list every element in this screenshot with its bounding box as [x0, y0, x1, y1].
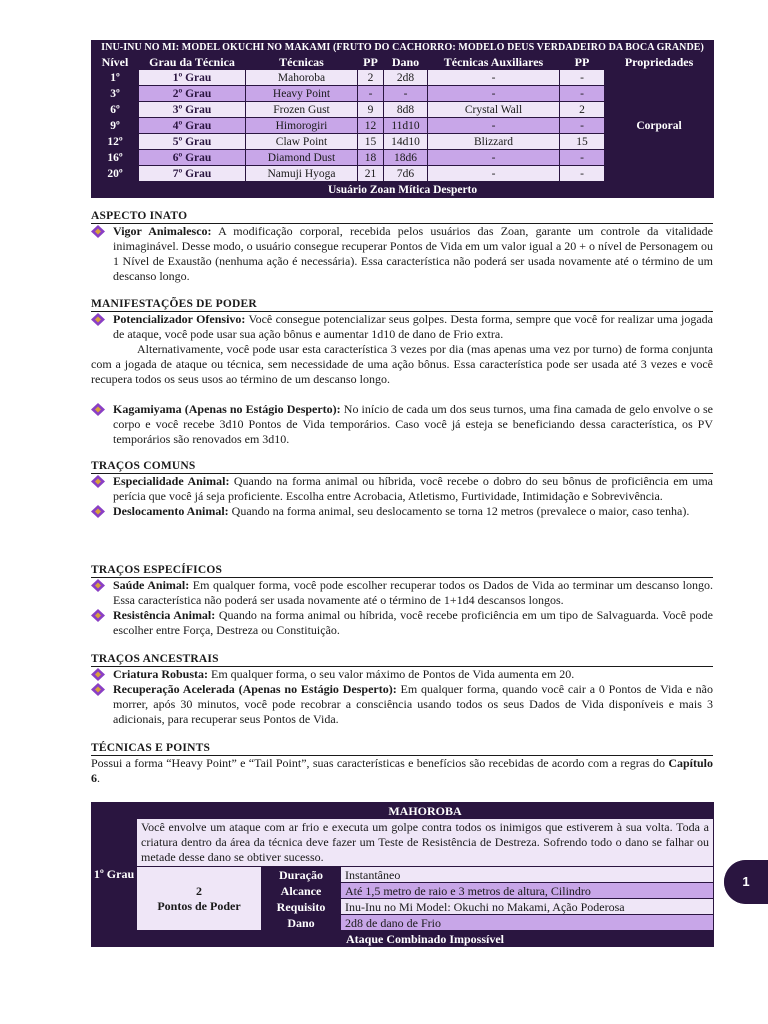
section-tracos-especificos [91, 564, 713, 638]
technique-description: Você envolve um ataque com ar frio e executa um golpe contra todos os inimigos que estiverem à sua volta. Toda a criatura dentro da área da técnica deve fazer um Teste de Resistência de Destreza. Sofrendo todo o dano se falhar ou metade desse dano se obtiver sucesso. [137, 819, 714, 867]
purple-diamond-bullet-icon [91, 609, 105, 622]
list-item [91, 474, 713, 504]
purple-diamond-bullet-icon [91, 225, 105, 238]
row-value: Até 1,5 metro de raio e 3 metros de altura, Cilindro [341, 883, 714, 899]
cell-aux: - [428, 118, 560, 134]
item-name: Potencializador Ofensivo: [113, 312, 246, 326]
cell-grau: 7º Grau [139, 166, 246, 182]
purple-diamond-bullet-icon [91, 505, 105, 518]
cell-aux-pp: - [560, 70, 605, 86]
cell-pp: 9 [358, 102, 384, 118]
table-footer: Usuário Zoan Mítica Desperto [92, 182, 714, 198]
header-aux: Técnicas Auxiliares [428, 54, 560, 70]
text: Possui a forma “Heavy Point” e “Tail Point”, suas características e benefícios são recebidas de acordo com a regras do [91, 756, 669, 770]
technique-card [91, 802, 713, 947]
row-value: Inu-Inu no Mi Model: Okuchi no Makami, Ação Poderosa [341, 899, 714, 915]
list-item [91, 682, 713, 727]
cell-pp: 21 [358, 166, 384, 182]
cell-tecnica: Claw Point [246, 134, 358, 150]
cell-pp: 15 [358, 134, 384, 150]
header-nivel: Nível [92, 54, 139, 70]
cell-dano: 14d10 [384, 134, 428, 150]
cell-dano: 18d6 [384, 150, 428, 166]
cell-pp: 12 [358, 118, 384, 134]
cell-aux-pp: 15 [560, 134, 605, 150]
item-text: Em qualquer forma, o seu valor máximo de Pontos de Vida aumenta em 20. [208, 667, 575, 681]
item-text: Você consegue potencializar seus golpes. Desta forma, sempre que você for realizar uma jogada de ataque, você pode usar sua ação bônus e aumentar 1d10 de dano de Frio extra. [113, 312, 714, 341]
technique-footer: Ataque Combinado Impossível [137, 931, 714, 947]
cell-aux: - [428, 150, 560, 166]
item-text: A modificação corporal, recebida pelos usuários das Zoan, garante um controle da vitalidade inimaginável. Desse modo, o usuário consegue recuperar Pontos de Vida em um valor igual a 20 + o nível de Personagem ou 1 Nível de Exaustão (nenhuma ação é necessária). Essa característica não poderá ser usada novamente até o término de um descanso longo. [113, 224, 714, 283]
list-item [91, 504, 713, 519]
item-name: Resistência Animal: [113, 608, 216, 622]
purple-diamond-bullet-icon [91, 475, 105, 488]
technique-grau: 1º Grau [92, 803, 137, 947]
section-title: TÉCNICAS E POINTS [91, 742, 713, 756]
header-pp: PP [358, 54, 384, 70]
cell-dano: 7d6 [384, 166, 428, 182]
list-item [91, 402, 713, 447]
row-value: 2d8 de dano de Frio [341, 915, 714, 931]
item-text: Quando na forma animal ou híbrida, você recebe o dobro do seu bônus de proficiência em uma perícia que você já seja proficiente. Escolha entre Acrobacia, Atletismo, Furtividade, Intimidação e Sobrevivência. [113, 474, 713, 503]
cell-aux-pp: - [560, 118, 605, 134]
cell-dano: 11d10 [384, 118, 428, 134]
section-title: TRAÇOS ANCESTRAIS [91, 653, 713, 667]
page-number: 1 [724, 860, 768, 904]
list-item [91, 312, 713, 342]
purple-diamond-bullet-icon [91, 403, 105, 416]
header-propriedades: Propriedades [605, 54, 714, 70]
cell-tecnica: Himorogiri [246, 118, 358, 134]
header-grau: Grau da Técnica [139, 54, 246, 70]
item-text: No início de cada um dos seus turnos, uma fina camada de gelo envolve o se corpo e você recebe 3d10 Pontos de Vida temporários. Caso você já esteja se beneficiando dessa característica, os PV temporários são renovados em 3d10. [113, 402, 713, 446]
item-text: Quando na forma animal, seu deslocamento se torna 12 metros (prevalece o maior, caso tenha). [228, 504, 690, 518]
header-aux-pp: PP [560, 54, 605, 70]
item-text: Quando na forma animal ou híbrida, você recebe proficiência em um tipo de Salvaguarda. Você pode escolher entre Força, Destreza ou Constituição. [113, 608, 713, 637]
section-title: ASPECTO INATO [91, 210, 713, 224]
item-name: Vigor Animalesco: [113, 224, 212, 238]
table-row [92, 70, 714, 86]
cell-grau: 4º Grau [139, 118, 246, 134]
item-name: Saúde Animal: [113, 578, 190, 592]
item-name: Deslocamento Animal: [113, 504, 229, 518]
cell-tecnica: Heavy Point [246, 86, 358, 102]
cell-tecnica: Namuji Hyoga [246, 166, 358, 182]
section-tecnicas-points [91, 742, 713, 786]
technique-pp [137, 867, 262, 931]
section-title: MANIFESTAÇÕES DE PODER [91, 298, 713, 312]
pp-value: 2 [196, 883, 202, 898]
cell-nivel: 9º [92, 118, 139, 134]
section-title: TRAÇOS COMUNS [91, 460, 713, 474]
cell-nivel: 6º [92, 102, 139, 118]
section-title: TRAÇOS ESPECÍFICOS [91, 564, 713, 578]
technique-stats-table [91, 40, 714, 198]
cell-aux-pp: - [560, 166, 605, 182]
purple-diamond-bullet-icon [91, 313, 105, 326]
row-label: Requisito [262, 899, 341, 915]
item-name: Especialidade Animal: [113, 474, 230, 488]
cell-pp: - [358, 86, 384, 102]
cell-grau: 3º Grau [139, 102, 246, 118]
item-name: Criatura Robusta: [113, 667, 208, 681]
section-text [91, 756, 713, 786]
item-text: Em qualquer forma, quando você cair a 0 Pontos de Vida e não morrer, após 30 minutos, você pode recobrar a consciência usando todos os seus Dados de Vida disponíveis e mais 3 adicionais, para recuperar seus Pontos de Vida. [113, 682, 713, 726]
item-continuation: Alternativamente, você pode usar esta característica 3 vezes por dia (mas apenas uma vez por turno) de forma conjunta com a jogada de ataque ou técnica, sem necessidade de uma ação bônus. Essa característica pode ser usada até 3 vezes e você recupera todos os seus usos ao término de um descanso longo. [91, 342, 713, 386]
cell-aux: Crystal Wall [428, 102, 560, 118]
cell-propriedade: Corporal [605, 70, 714, 182]
cell-dano: 8d8 [384, 102, 428, 118]
page [91, 40, 714, 946]
row-value: Instantâneo [341, 867, 714, 883]
row-label: Duração [262, 867, 341, 883]
row-label: Alcance [262, 883, 341, 899]
cell-pp: 18 [358, 150, 384, 166]
cell-aux: - [428, 86, 560, 102]
cell-nivel: 20º [92, 166, 139, 182]
list-item [91, 224, 713, 284]
list-item [91, 608, 713, 638]
text-end: . [97, 771, 100, 785]
pp-label: Pontos de Poder [157, 898, 241, 913]
cell-dano: 2d8 [384, 70, 428, 86]
cell-pp: 2 [358, 70, 384, 86]
purple-diamond-bullet-icon [91, 579, 105, 592]
section-tracos-comuns [91, 460, 713, 519]
section-manifestacoes [91, 298, 713, 447]
cell-aux-pp: - [560, 150, 605, 166]
cell-aux: Blizzard [428, 134, 560, 150]
cell-grau: 1º Grau [139, 70, 246, 86]
purple-diamond-bullet-icon [91, 683, 105, 696]
cell-tecnica: Frozen Gust [246, 102, 358, 118]
cell-aux-pp: - [560, 86, 605, 102]
cell-nivel: 3º [92, 86, 139, 102]
table-title: INU-INU NO MI: MODEL OKUCHI NO MAKAMI (FRUTO DO CACHORRO: MODELO DEUS VERDADEIRO DA BOCA GRANDE) [92, 41, 714, 54]
row-label: Dano [262, 915, 341, 931]
item-name: Kagamiyama (Apenas no Estágio Desperto): [113, 402, 341, 416]
chapter-reference: Capítulo 6 [91, 756, 713, 785]
technique-table [91, 802, 714, 947]
purple-diamond-bullet-icon [91, 668, 105, 681]
cell-dano: - [384, 86, 428, 102]
cell-tecnica: Mahoroba [246, 70, 358, 86]
cell-grau: 6º Grau [139, 150, 246, 166]
cell-aux: - [428, 70, 560, 86]
list-item [91, 578, 713, 608]
cell-grau: 5º Grau [139, 134, 246, 150]
cell-grau: 2º Grau [139, 86, 246, 102]
section-aspecto-inato [91, 210, 713, 284]
section-tracos-ancestrais [91, 653, 713, 727]
cell-nivel: 12º [92, 134, 139, 150]
cell-aux-pp: 2 [560, 102, 605, 118]
cell-aux: - [428, 166, 560, 182]
cell-nivel: 16º [92, 150, 139, 166]
item-text: Em qualquer forma, você pode escolher recuperar todos os Dados de Vida ao terminar um descanso longo. Essa característica não poderá ser usada novamente até o término de 1+1d4 descansos longos. [113, 578, 714, 607]
item-name: Recuperação Acelerada (Apenas no Estágio Desperto): [113, 682, 397, 696]
list-item [91, 667, 713, 682]
header-dano: Dano [384, 54, 428, 70]
header-tecnicas: Técnicas [246, 54, 358, 70]
cell-nivel: 1º [92, 70, 139, 86]
page-number-badge [724, 860, 768, 904]
cell-tecnica: Diamond Dust [246, 150, 358, 166]
technique-name: MAHOROBA [137, 803, 714, 819]
